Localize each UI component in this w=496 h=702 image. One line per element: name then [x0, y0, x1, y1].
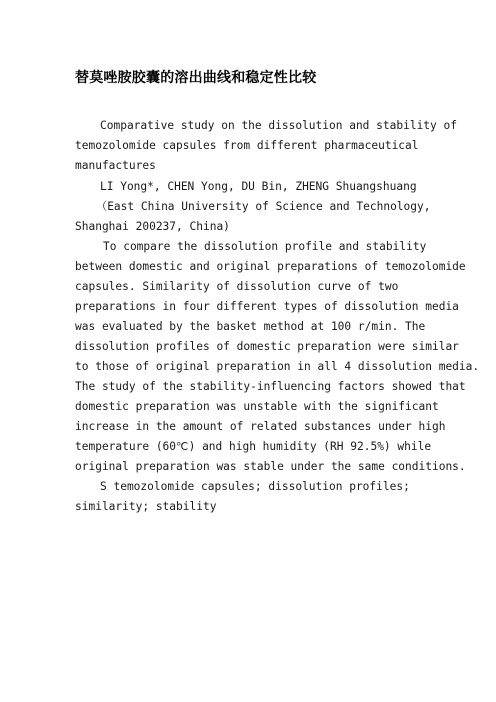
- english-title-line-1: Comparative study on the dissolution and stability of: [100, 119, 457, 132]
- abstract-line-10: increase in the amount of related substances under high: [75, 420, 446, 433]
- abstract-line-3: capsules. Similarity of dissolution curve of two: [75, 280, 399, 293]
- affiliation-line-2: Shanghai 200237, China): [75, 220, 230, 233]
- abstract-line-6: dissolution profiles of domestic preparation were similar: [75, 340, 459, 353]
- abstract-line-2: between domestic and original preparations of temozolomide: [75, 260, 466, 273]
- abstract-line-4: preparations in four different types of dissolution media: [75, 300, 459, 313]
- document-title: 替莫唑胺胶囊的溶出曲线和稳定性比较: [75, 70, 317, 86]
- abstract-line-7: to those of original preparation in all 4 dissolution media.: [75, 360, 480, 373]
- english-title-line-3: manufactures: [75, 159, 156, 172]
- abstract-line-8: The study of the stability-influencing factors showed that: [75, 380, 466, 393]
- keywords-line-1: S temozolomide capsules; dissolution profiles;: [100, 480, 410, 493]
- authors-line: LI Yong*, CHEN Yong, DU Bin, ZHENG Shuangshuang: [100, 180, 417, 193]
- abstract-line-5: was evaluated by the basket method at 100 r/min. The: [75, 320, 426, 333]
- abstract-line-11: temperature (60℃) and high humidity (RH 92.5%) while: [75, 440, 432, 453]
- keywords-line-2: similarity; stability: [75, 500, 217, 513]
- english-title-line-2: temozolomide capsules from different pharmaceutical: [75, 139, 419, 152]
- abstract-line-1: To compare the dissolution profile and stability: [103, 240, 427, 253]
- affiliation-line-1: （East China University of Science and Technology,: [96, 200, 431, 213]
- abstract-line-9: domestic preparation was unstable with the significant: [75, 400, 439, 413]
- abstract-line-12: original preparation was stable under the same conditions.: [75, 460, 466, 473]
